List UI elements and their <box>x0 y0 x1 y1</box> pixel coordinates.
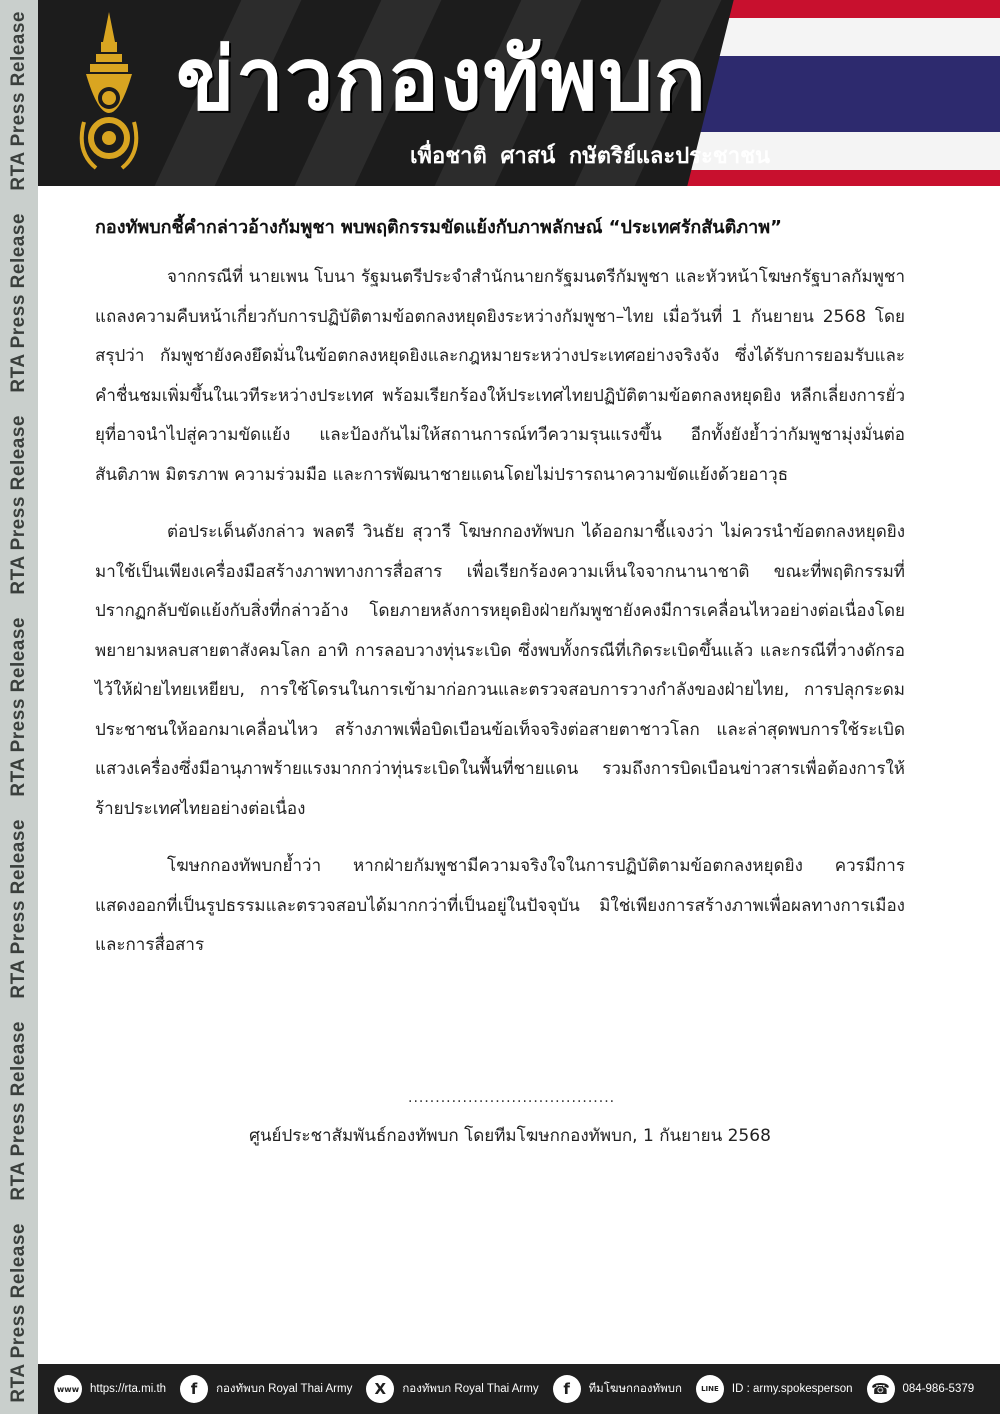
side-stripe-label: RTA Press Release <box>8 617 29 797</box>
footer-item-text: https://rta.mi.th <box>90 1383 167 1395</box>
footer-line-link[interactable] <box>696 1375 853 1403</box>
side-stripe-label: RTA Press Release <box>8 819 29 999</box>
footer-item-text: กองทัพบก Royal Thai Army <box>216 1383 353 1395</box>
footer-bar <box>38 1364 1000 1414</box>
side-stripe-text-column <box>0 0 38 1414</box>
article-body <box>95 214 905 984</box>
army-emblem-icon <box>76 12 142 172</box>
side-stripe-label: RTA Press Release <box>8 213 29 393</box>
article-headline: กองทัพบกชี้คำกล่าวอ้างกัมพูชา พบพฤติกรรมขัดแย้งกับภาพลักษณ์ “ประเทศรักสันติภาพ” <box>95 217 782 238</box>
dotted-divider: ...................................... <box>408 1090 616 1106</box>
footer-x-link[interactable] <box>366 1375 538 1403</box>
header-subtitle: เพื่อชาติ ศาสน์ กษัตริย์และประชาชน <box>410 144 771 169</box>
footer-phone-link[interactable] <box>867 1375 975 1403</box>
side-stripe-label: RTA Press Release <box>8 1223 29 1403</box>
header-banner <box>38 0 1000 186</box>
footer-website-link[interactable] <box>54 1375 166 1403</box>
footer-facebook-link[interactable] <box>180 1375 352 1403</box>
phone-icon: ☎ <box>867 1375 895 1403</box>
side-stripe-label: RTA Press Release <box>8 1021 29 1201</box>
facebook-icon: f <box>553 1375 581 1403</box>
article-paragraph: จากกรณีที่ นายเพน โบนา รัฐมนตรีประจำสำนักนายกรัฐมนตรีกัมพูชา และหัวหน้าโฆษกรัฐบาลกัมพูชา แถลงความคืบหน้าเกี่ยวกับการปฏิบัติตามข้อตกลงหยุดยิงระหว่างกัมพูชา–ไทย เมื่อวันที่ 1 กันยายน 2568 โดยสรุปว่า กัมพูชายังคงยึดมั่นในข้อตกลงหยุดยิงและกฎหมายระหว่างประเทศอย่างจริงจัง ซึ่งได้รับการยอมรับและคำชื่นชมเพิ่มขึ้นในเวทีระหว่างประเทศ พร้อมเรียกร้องให้ประเทศไทยปฏิบัติตามข้อตกลงหยุดยิง หลีกเลี่ยงการยั่วยุที่อาจนำไปสู่ความขัดแย้ง และป้องกันไม่ให้สถานการณ์ทวีความรุนแรงขึ้น อีกทั้งยังย้ำว่ากัมพูชามุ่งมั่นต่อสันติภาพ มิตรภาพ ความร่วมมือ และการพัฒนาชายแดนโดยไม่ปรารถนาความขัดแย้งด้วยอาวุธ <box>95 267 905 485</box>
footer-item-text: 084-986-5379 <box>902 1383 975 1395</box>
footer-facebook-spokesperson-link[interactable] <box>553 1375 682 1403</box>
article-paragraph: ต่อประเด็นดังกล่าว พลตรี วินธัย สุวารี โฆษกกองทัพบก ได้ออกมาชี้แจงว่า ไม่ควรนำข้อตกลงหยุดยิงมาใช้เป็นเพียงเครื่องมือสร้างภาพทางการสื่อสาร เพื่อเรียกร้องความเห็นใจจากนานาชาติ ขณะที่พฤติกรรมที่ปรากฏกลับขัดแย้งกับสิ่งที่กล่าวอ้าง โดยภายหลังการหยุดยิงฝ่ายกัมพูชายังคงมีการเคลื่อนไหวอย่างต่อเนื่องโดยพยายามหลบสายตาสังคมโลก อาทิ การลอบวางทุ่นระเบิด ซึ่งพบทั้งกรณีที่เกิดระเบิดขึ้นแล้ว และกรณีที่วางดักรอไว้ให้ฝ่ายไทยเหยียบ, การใช้โดรนในการเข้ามาก่อกวนและตรวจสอบการวางกำลังของฝ่ายไทย, การปลุกระดมประชาชนให้ออกมาเคลื่อนไหว สร้างภาพเพื่อบิดเบือนข้อเท็จจริงต่อสายตาชาวโลก และล่าสุดพบการใช้ระเบิดแสวงเครื่องซึ่งมีอานุภาพร้ายแรงมากกว่าทุ่นระเบิดในพื้นที่ชายแดน รวมถึงการบิดเบือนข่าวสารเพื่อต้องการให้ร้ายประเทศไทยอย่างต่อเนื่อง <box>95 522 905 819</box>
article-signature: ศูนย์ประชาสัมพันธ์กองทัพบก โดยทีมโฆษกกองทัพบก, 1 กันยายน 2568 <box>249 1126 771 1146</box>
footer-item-text: ID : army.spokesperson <box>731 1383 853 1395</box>
footer-item-text: ทีมโฆษกกองทัพบก <box>588 1383 682 1395</box>
header-title: ข่าวกองทัพบก <box>176 30 708 130</box>
article-paragraph: โฆษกกองทัพบกย้ำว่า หากฝ่ายกัมพูชามีความจริงใจในการปฏิบัติตามข้อตกลงหยุดยิง ควรมีการแสดงออกที่เป็นรูปธรรมและตรวจสอบได้มากกว่าที่เป็นอยู่ในปัจจุบัน มิใช่เพียงการสร้างภาพเพื่อผลทางการเมืองและการสื่อสาร <box>95 856 905 955</box>
facebook-icon: f <box>180 1375 208 1403</box>
line-icon: LINE <box>696 1375 724 1403</box>
side-stripe-label: RTA Press Release <box>8 415 29 595</box>
side-stripe <box>0 0 38 1414</box>
www-icon: www <box>54 1375 82 1403</box>
footer-item-text: กองทัพบก Royal Thai Army <box>402 1383 539 1395</box>
side-stripe-label: RTA Press Release <box>8 11 29 191</box>
x-icon: X <box>366 1375 394 1403</box>
